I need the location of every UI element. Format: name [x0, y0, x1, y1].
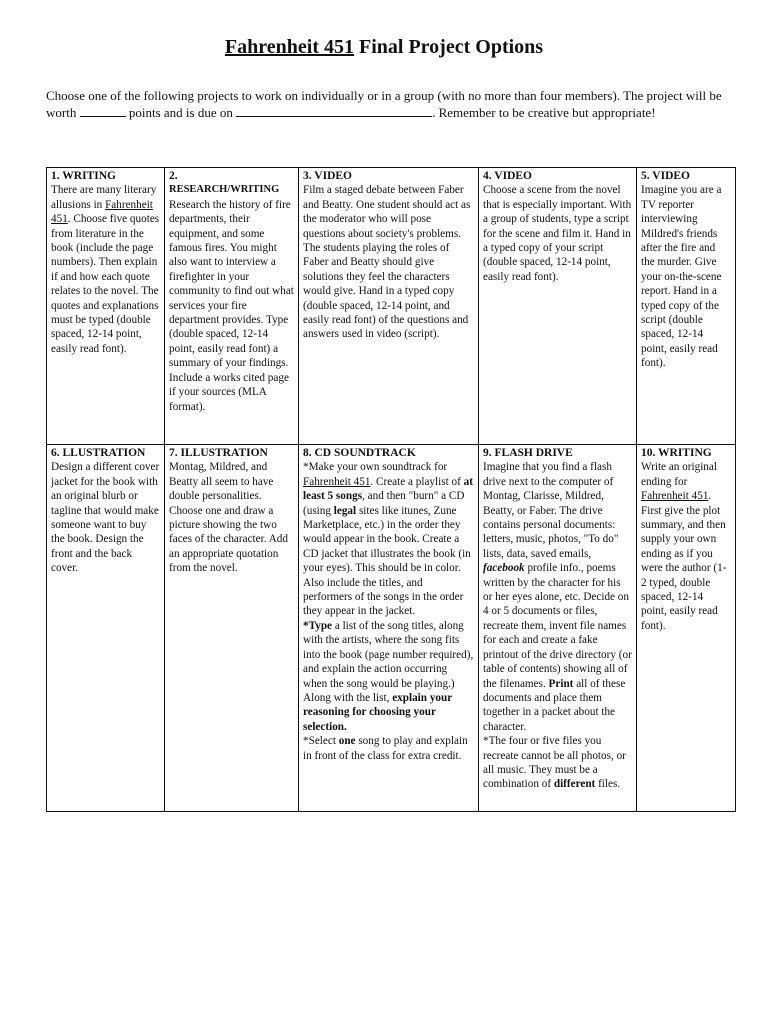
option-6-text: Design a different cover jacket for the book with an original blurb or tagline that would make someone want to buy the book. Design the front and the back cover.: [51, 461, 160, 575]
option-9-text-5: files.: [595, 778, 621, 791]
title-rest: Final Project Options: [354, 36, 544, 58]
option-3-text: Film a staged debate between Faber and Beatty. One student should act as the moderator who will pose questions about society's problems. The students playing the roles of Faber and Beatty should give solutions they feel the characters would give. Hand in a typed copy (double spaced, 12-14 point, and easily read font) of the questions and answers used in video (script).: [303, 184, 471, 341]
title-book: Fahrenheit 451: [224, 36, 354, 58]
option-8-heading: 8. CD SOUNDTRACK: [303, 447, 416, 459]
option-8-text-4: sites like itunes, Zune Marketplace, etc.) in the order they would appear in the book. Create a CD jacket that illustrates the book (in your eyes). This should be in color. Also include the titles, and performers of the songs in the order they appear in the jacket.: [303, 504, 471, 618]
project-options-table: [46, 167, 736, 812]
option-9-bold-different: different: [553, 778, 596, 791]
table-row: [47, 168, 736, 445]
option-2-heading: RESEARCH/WRITING: [169, 184, 280, 196]
option-2-number: 2.: [169, 170, 178, 182]
option-10-cell: [637, 445, 736, 812]
option-3-cell: [299, 168, 479, 445]
option-10-text: Write an original ending for: [641, 461, 717, 488]
option-7-heading: 7. ILLUSTRATION: [169, 447, 268, 459]
option-5-text: Imagine you are a TV reporter interviewing Mildred's friends after the fire and the murder. Give your on-the-scene report. Hand in a typed copy of the script (double spaced, 12-14 point, easily read font).: [641, 184, 722, 370]
option-1-book-title: Fahrenheit 451: [51, 198, 153, 226]
option-5-cell: [637, 168, 736, 445]
intro-paragraph: [46, 88, 726, 121]
option-8-text: *Make your own soundtrack for: [303, 461, 448, 474]
option-8-bold-reasoning: explain your reasoning for choosing your selection.: [303, 691, 452, 733]
option-4-heading: 4. VIDEO: [483, 170, 532, 182]
option-8-book-title: Fahrenheit 451: [303, 475, 371, 488]
option-8-cell: [299, 445, 479, 812]
option-8-bold-songs: at least 5 songs: [303, 475, 473, 503]
intro-part2: points and is due on: [125, 105, 237, 120]
option-9-cell: [479, 445, 637, 812]
option-6-heading: 6. LLUSTRATION: [51, 447, 146, 459]
option-1-text: There are many literary allusions in: [51, 184, 157, 211]
page-title: [0, 36, 768, 59]
option-9-text-2: profile info., poems written by the character for his or her eyes alone, etc. Decide on 4 or 5 documents or files, recreate them, invent file names for each and create a fake printout of the drive directory (or table of contents) showing all of the filenames.: [483, 562, 632, 690]
option-7-cell: [165, 445, 299, 812]
option-8-text-5: a list of the song titles, along with the artists, where the song fits into the book (page number required), and explain the action occurring when the song would be playing.) Along with the list,: [303, 619, 474, 704]
option-9-text-3: all of these documents and place them together in a packet about the character.: [483, 677, 626, 733]
intro-part3: . Remember to be creative but appropriate!: [432, 105, 656, 120]
option-2-cell: [165, 168, 299, 445]
option-10-heading: 10. WRITING: [641, 447, 712, 459]
option-10-text-2: . First give the plot summary, and then supply your own ending as if you were the author (1-2 typed, double spaced, 12-14 point, easily read font).: [641, 490, 727, 632]
option-1-text-cont: . Choose five quotes from literature in the book (include the page numbers). Then explain if and how each quote relates to the novel. The quotes and explanations must be typed (double spaced, 12-14 point, easily read font).: [51, 213, 160, 355]
intro-part1: Choose one of the following projects to work on individually or in a group (with no more than four members). The project will be worth: [46, 88, 722, 120]
option-4-text: Choose a scene from the novel that is especially important. With a group of students, type a script for the scene and film it. Hand in a typed copy of your script (double spaced, 12-14 point, easily read font).: [483, 184, 632, 283]
option-8-bold-type: *Type: [303, 619, 333, 632]
option-6-cell: [47, 445, 165, 812]
option-1-cell: [47, 168, 165, 445]
option-7-text: Montag, Mildred, and Beatty all seem to have double personalities. Choose one and draw a picture showing the two faces of the character. Add an appropriate quotation from the novel.: [169, 461, 288, 575]
option-5-heading: 5. VIDEO: [641, 170, 690, 182]
due-date-blank: [236, 104, 432, 117]
option-8-text-2: . Create a playlist of: [370, 475, 464, 488]
option-9-bold-print: Print: [548, 677, 574, 690]
option-9-heading: 9. FLASH DRIVE: [483, 447, 573, 459]
option-9-text-4: *The four or five files you recreate cannot be all photos, or all music. They must be a combination of: [483, 735, 626, 791]
option-9-text: Imagine that you find a flash drive next to the computer of Montag, Clarisse, Mildred, Beatty, or Faber. The drive contains personal documents: letters, music, photos, "To do" lists, data, saved emails,: [483, 461, 619, 560]
option-8-text-3: , and then "burn" a CD (using: [303, 490, 465, 517]
option-8-bold-one: one: [338, 735, 356, 748]
option-2-text: Research the history of fire departments, their equipment, and some famous fires. You might also want to interview a firefighter in your community to find out what services your fire department provides. Type (double spaced, 12-14 point, easily read font) a summary of your findings. Include a works cited page if your sources (MLA format).: [169, 198, 294, 413]
option-4-cell: [479, 168, 637, 445]
option-10-book-title: Fahrenheit 451: [641, 490, 709, 503]
option-3-heading: 3. VIDEO: [303, 170, 352, 182]
option-8-text-6: *Select: [303, 735, 339, 748]
points-blank: [80, 104, 126, 117]
option-8-bold-legal: legal: [333, 504, 357, 517]
option-8-text-7: song to play and explain in front of the class for extra credit.: [303, 735, 468, 762]
option-1-heading: 1. WRITING: [51, 170, 116, 182]
option-9-facebook: facebook: [483, 562, 525, 575]
table-row: [47, 445, 736, 812]
